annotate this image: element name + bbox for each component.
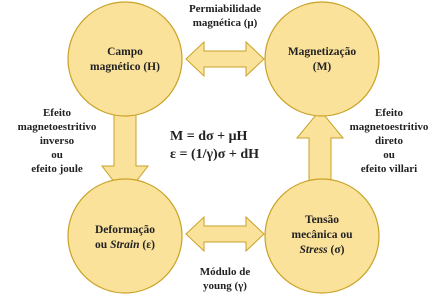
label-tensao: Tensão mecânica ou Stress (σ) [291,214,353,256]
equations [170,128,290,164]
label-deformacao: Deformação ou Strain (ε) [94,224,156,251]
label-campo-magnetico: Campo magnético (H) [90,46,160,73]
equation-magnetization: M = dσ + μH [170,129,248,144]
label-permeabilidade: Permiabilidade magnética (μ) [188,3,262,29]
label-modulo-young: Módulo de young (γ) [199,266,251,292]
label-efeito-inverso: Efeito magnetoestritivo inverso ou efeito joule [17,107,97,175]
double-arrow-bottom [186,217,264,251]
label-efeito-direto: Efeito magnetoestritivo direto ou efeito villari [349,107,429,175]
double-arrow-top [186,42,264,76]
label-magnetizacao: Magnetização (M) [287,46,357,73]
equation-strain: ε = (1/γ)σ + dH [170,147,259,162]
